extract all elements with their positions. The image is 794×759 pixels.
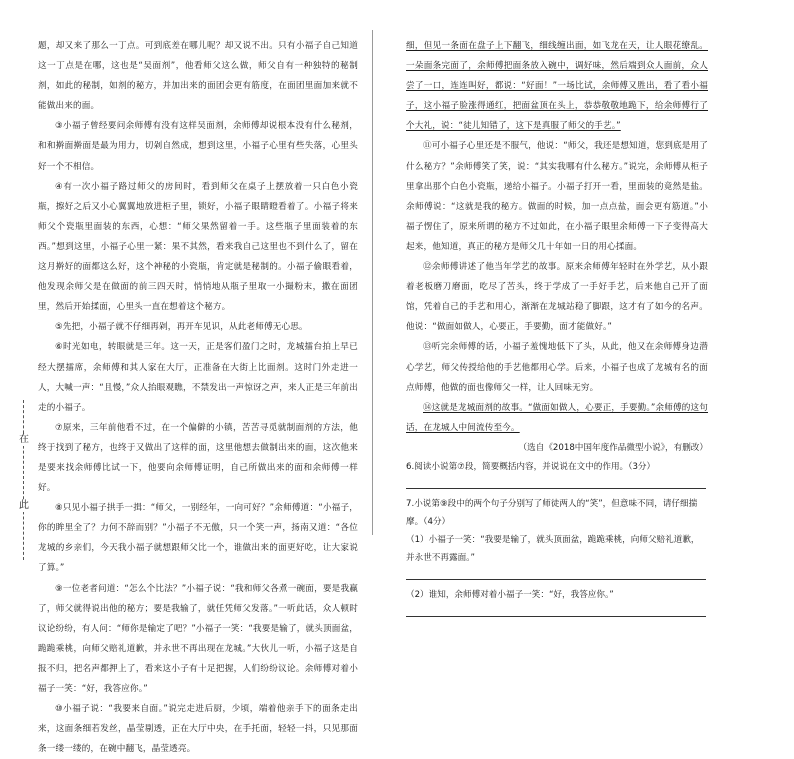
left-paragraph-4: ④有一次小福子路过师父的房间时，看到师父在桌子上摆放着一只白色小瓷瓶，擦好之后又小心翼翼地放进柜子里，锁好，小福子眼睛瞪看着了。小福子将来师父个瓷瓶里面装的东西，心想：“师父果然留着一手。这些瓶子里面装着的东西。”想到这里，小福子心里一紧：果不其然，看来我自己这里也不到什么了，留在这月擀好的面都这么好，这个神秘的小瓷瓶，肯定就是秘制的。小福子偷眼看着，他发现余师父是在做面的前三四天时，悄悄地从瓶子里取一小撮粉末，撒在面团里，然后开始揉面，心里头一直在想着这个秘方。	[38, 181, 358, 313]
left-paragraph-7: ⑦原来，三年前他看不过，在一个偏僻的小镇，苦苦寻觅就制面剂的方法，他终于找到了秘方，也终于又做出了这样的面，这里他想去做制出来的面，这次他来是要来找余师傅比试一下，他要向余师傅证明，自己所做出来的面和余师傅一样好。	[38, 422, 358, 494]
right-paragraph-13: ⑬听完余师傅的话，小福子羞愧地低下了头，从此，他又在余师傅身边潜心学艺，师父传授给他的手艺他都用心学。后来，小福子也成了龙城有名的面点师傅，他做的面也像师父一样，让人回味无穷。	[406, 342, 708, 393]
source-citation: （选自《2018中国年度作品微型小说》，有删改）	[518, 442, 708, 453]
question-7-part-2: （2）谁知，余师傅对着小福子一笑：“好，我答应你。”	[406, 589, 614, 600]
binding-char-2: 此	[19, 500, 29, 511]
question-7: 7.小说第⑨段中的两个句子分别写了师徒两人的“笑”，但意味不同，请仔细揣摩。（4分）	[406, 498, 698, 527]
left-paragraph-5: ⑤先把，小福子就不仔细再剁，再开车见识，从此老师傅无心思。	[55, 322, 308, 333]
right-paragraph-11: ⑪可小福子心里还是不服气，他说：“师父，我还是想知道，您到底是用了什么秘方？”余师傅笑了笑，说：“其实我哪有什么秘方。”说完，余师傅从柜子里拿出那个白色小瓷瓶，递给小福子。小福子打开一看，里面装的竟然是盐。余师傅说：“这就是我的秘方。做面的时候，加一点点盐，面会更有筋道。”小福子愣住了，原来所谓的秘方不过如此，在小福子眼里余师傅一下子变得高大起来，他知道，真正的秘方是师父几十年如一日的用心揉面。	[406, 141, 708, 252]
left-paragraph-3: ③小福子曾经要问余师傅有没有这样吴面剂，余师傅却说根本没有什么秘剂，和和擀面擀面是最为用力，切剁自然成，想到这里，小福子心里有些失落，心里头好一个不相信。	[38, 121, 358, 172]
left-paragraph-0: 题，却又来了那么一丁点。可到底差在哪儿呢？却又说不出。只有小福子自己知道这一丁点是在哪，这也是“吴面剂”，他看师父这么做，师父自有一种独特的秘制剂，如此的秘制，如剂的秘方，并加出来的面团会更有筋度，在面团里面加来就不能做出来的面。	[38, 41, 358, 112]
question-7-part-1: （1）小福子一笑：“我要是输了，就头顶面盆，跪跪乘桃，向师父赔礼道歉，并永世不再露面。”	[406, 534, 700, 563]
left-column	[38, 36, 358, 759]
left-paragraph-10: ⑩小福子说：“我要来自面。”说完走进后厨，少顷，端着他亲手下的面条走出来，这面条细若发丝，晶莹剔透，正在大厅中央，在手托面，轻轻一抖，只见那面条一缕一缕的，在碗中翻飞，晶莹透亮。	[38, 704, 358, 755]
binding-margin	[18, 400, 30, 560]
answer-line-q7-1[interactable]	[406, 567, 706, 580]
left-paragraph-8: ⑧只见小福子拱手一揖：“师父，一别经年，一向可好？”余师傅道：“小福子，你的眸里全了？力何不辞而别？”小福子不无傲，只一个笑一声，扬南又道：“各位龙城的乡亲们，今天我小福子就想跟师父比一个，谁做出来的面更好吃，让大家说了算。”	[38, 503, 358, 574]
binding-char-1: 在	[19, 434, 29, 445]
right-paragraph-12: ⑫余师傅讲述了他当年学艺的故事。原来余师傅年轻时在外学艺，从小跟着老板磨刀磨面，吃尽了苦头，终于学成了一手好手艺，后来他自己开了面馆，凭着自己的手艺和用心，渐渐在龙城站稳了脚跟，这才有了如今的名声。他说：“做面如做人，心要正，手要勤，面才能做好。”	[406, 262, 708, 333]
question-6: 6.阅读小说第⑦段，简要概括内容，并说说在文中的作用。（3分）	[406, 461, 656, 472]
left-paragraph-9: ⑨一位老者问道：“怎么个比法？”小福子说：“我和师父各煮一碗面，要是我赢了，师父就得说出他的秘方；要是我输了，就任凭师父发落。”一听此话，众人顿时议论纷纷，有人问：“师你是输定了吧？”小福子一笑：“我要是输了，就头顶面盆，跪跪乘桃，向师父赔礼道歉，并永世不再出现在龙城。”大伙儿一听，小福子这是自报不归，把名声都押上了，看来这小子有十足把握，人们纷纷议论。余师傅对着小福子一笑：“好，我答应你。”	[38, 583, 358, 694]
answer-line-q6[interactable]	[406, 476, 706, 489]
column-divider	[372, 30, 373, 535]
right-paragraph-14: ⑭这就是龙城面剂的故事。“做面如做人，心要正，手要勤。”余师傅的这句话，在龙城人中间流传至今。	[406, 402, 708, 433]
right-column	[406, 36, 708, 623]
answer-line-q7-2[interactable]	[406, 604, 706, 617]
right-paragraph-0: 细，但见一条面在盘子上下翻飞，细线缠出面，如飞龙在天，让人眼花缭乱。一朵面条完面了，余师傅把面条放入碗中，调好味，然后端到众人面前，众人尝了一口，连连叫好，都说：“好面！”一场比试，余师傅又胜出，看了看小福子，这小福子脸涨得通红，把面盆顶在头上，恭恭敬敬地跪下，给余师傅行了个大礼，说：“徒儿知错了，这下是真服了师父的手艺。”	[406, 41, 708, 132]
binding-dashed-line	[23, 400, 24, 560]
left-paragraph-6: ⑥时光如电，转眼就是三年。这一天，正是客们盈门之时，龙城擂台拍上早已经大摆擂席，余师傅和其人家在大厅，正准备在大街上比面剂。这时门外走进一人，大喊一声：“且慢，”众人抬眼观瞧，不禁发出一声惊讶之声，来人正是三年前出走的小福子。	[38, 342, 358, 413]
